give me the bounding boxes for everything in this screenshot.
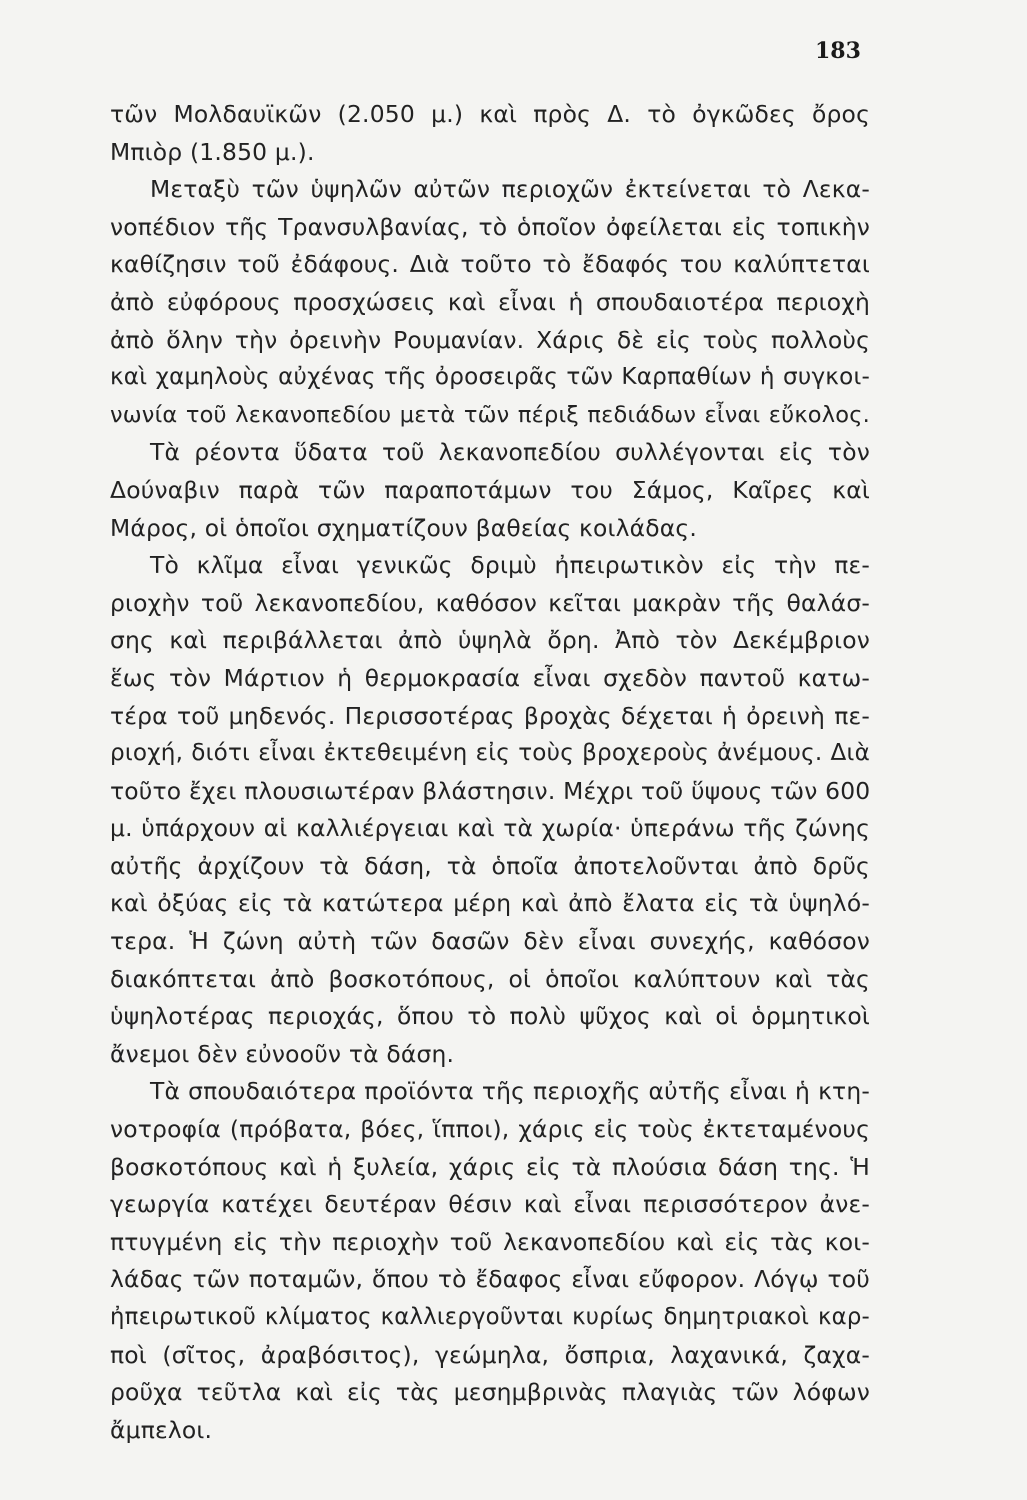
text-line: γεωργία κατέχει δευτέραν θέσιν καὶ εἶναι περισσότερον ἀνε- <box>110 1190 870 1219</box>
text-line: ριοχὴν τοῦ λεκανοπεδίου, καθόσον κεῖται μακρὰν τῆς θαλάσ- <box>110 588 870 617</box>
text-line: τέρα τοῦ μηδενός. Περισσοτέρας βροχὰς δέχεται ἡ ὀρεινὴ πε- <box>110 701 870 730</box>
text-line: μ. ὑπάρχουν αἱ καλλιέργειαι καὶ τὰ χωρία· ὑπεράνω τῆς ζώνης <box>110 814 870 843</box>
text-line: τερα. Ἡ ζώνη αὐτὴ τῶν δασῶν δὲν εἶναι συνεχής, καθόσον <box>110 927 870 956</box>
text-line: καὶ χαμηλοὺς αὐχένας τῆς ὀροσειρᾶς τῶν Καρπαθίων ἡ συγκοι- <box>110 364 870 391</box>
text-line: Τὰ ρέοντα ὕδατα τοῦ λεκανοπεδίου συλλέγονται εἰς τὸν <box>150 438 870 467</box>
text-line: ροῦχα τεῦτλα καὶ εἰς τὰς μεσημβρινὰς πλαγιὰς τῶν λόφων <box>110 1378 870 1407</box>
text-line: νοτροφία (πρόβατα, βόες, ἵπποι), χάρις εἰς τοὺς ἐκτεταμένους <box>110 1115 870 1144</box>
text-line: καὶ ὀξύας εἰς τὰ κατώτερα μέρη καὶ ἀπὸ ἔλατα εἰς τὰ ὑψηλό- <box>110 889 870 918</box>
text-line: Μπιὸρ (1.850 μ.). <box>110 137 315 166</box>
text-line: ὑψηλοτέρας περιοχάς, ὅπου τὸ πολὺ ψῦχος καὶ οἱ ὁρμητικοὶ <box>110 1002 870 1031</box>
text-line: σης καὶ περιβάλλεται ἀπὸ ὑψηλὰ ὄρη. Ἀπὸ τὸν Δεκέμβριον <box>110 626 870 655</box>
text-line: Μάρος, οἱ ὁποῖοι σχηματίζουν βαθείας κοιλάδας. <box>110 513 697 542</box>
text-line: νωνία τοῦ λεκανοπεδίου μετὰ τῶν πέριξ πεδιάδων εἶναι εὔκολος. <box>110 401 870 428</box>
text-line: ποὶ (σῖτος, ἀραβόσιτος), γεώμηλα, ὄσπρια, λαχανικά, ζαχα- <box>110 1340 870 1369</box>
text-line: διακόπτεται ἀπὸ βοσκοτόπους, οἱ ὁποῖοι καλύπτουν καὶ τὰς <box>110 964 870 993</box>
text-line: ἠπειρωτικοῦ κλίματος καλλιεργοῦνται κυρίως δημητριακοὶ καρ- <box>110 1304 870 1330</box>
text-line: τῶν Μολδαυϊκῶν (2.050 μ.) καὶ πρὸς Δ. τὸ ὀγκῶδες ὄρος <box>110 100 870 128</box>
text-line: τοῦτο ἔχει πλουσιωτέραν βλάστησιν. Μέχρι τοῦ ὕψους τῶν 600 <box>110 776 870 805</box>
text-line: Τὸ κλῖμα εἶναι γενικῶς δριμὺ ἠπειρωτικὸν εἰς τὴν πε- <box>150 551 870 580</box>
text-line: βοσκοτόπους καὶ ἡ ξυλεία, χάρις εἰς τὰ πλούσια δάση της. Ἡ <box>110 1152 870 1181</box>
text-line: ἄμπελοι. <box>110 1415 213 1444</box>
text-line: ριοχή, διότι εἶναι ἐκτεθειμένη εἰς τοὺς βροχεροὺς ἀνέμους. Διὰ <box>110 740 870 767</box>
text-line: Δούναβιν παρὰ τῶν παραποτάμων του Σάμος, Καῖρες καὶ <box>110 475 870 504</box>
text-line: πτυγμένη εἰς τὴν περιοχὴν τοῦ λεκανοπεδίου καὶ εἰς τὰς κοι- <box>110 1227 870 1256</box>
text-line: ἀπὸ εὐφόρους προσχώσεις καὶ εἶναι ἡ σπουδαιοτέρα περιοχὴ <box>110 287 870 316</box>
page-number: 183 <box>815 38 861 64</box>
text-line: λάδας τῶν ποταμῶν, ὅπου τὸ ἔδαφος εἶναι εὔφορον. Λόγῳ τοῦ <box>110 1265 870 1294</box>
text-line: ἕως τὸν Μάρτιον ἡ θερμοκρασία εἶναι σχεδὸν παντοῦ κατω- <box>110 663 870 692</box>
text-line: αὐτῆς ἀρχίζουν τὰ δάση, τὰ ὁποῖα ἀποτελοῦνται ἀπὸ δρῦς <box>110 851 870 880</box>
text-line: νοπέδιον τῆς Τρανσυλβανίας, τὸ ὁποῖον ὀφείλεται εἰς τοπικὴν <box>110 212 870 241</box>
text-line: ἄνεμοι δὲν εὐνοοῦν τὰ δάση. <box>110 1039 455 1068</box>
text-line: καθίζησιν τοῦ ἐδάφους. Διὰ τοῦτο τὸ ἔδαφός του καλύπτεται <box>110 250 870 279</box>
text-line: Τὰ σπουδαιότερα προϊόντα τῆς περιοχῆς αὐτῆς εἶναι ἡ κτη- <box>150 1077 870 1106</box>
body-text <box>110 96 870 1449</box>
text-line: ἀπὸ ὅλην τὴν ὀρεινὴν Ρουμανίαν. Χάρις δὲ εἰς τοὺς πολλοὺς <box>110 325 870 354</box>
text-line: Μεταξὺ τῶν ὑψηλῶν αὐτῶν περιοχῶν ἐκτείνεται τὸ Λεκα- <box>150 175 870 204</box>
